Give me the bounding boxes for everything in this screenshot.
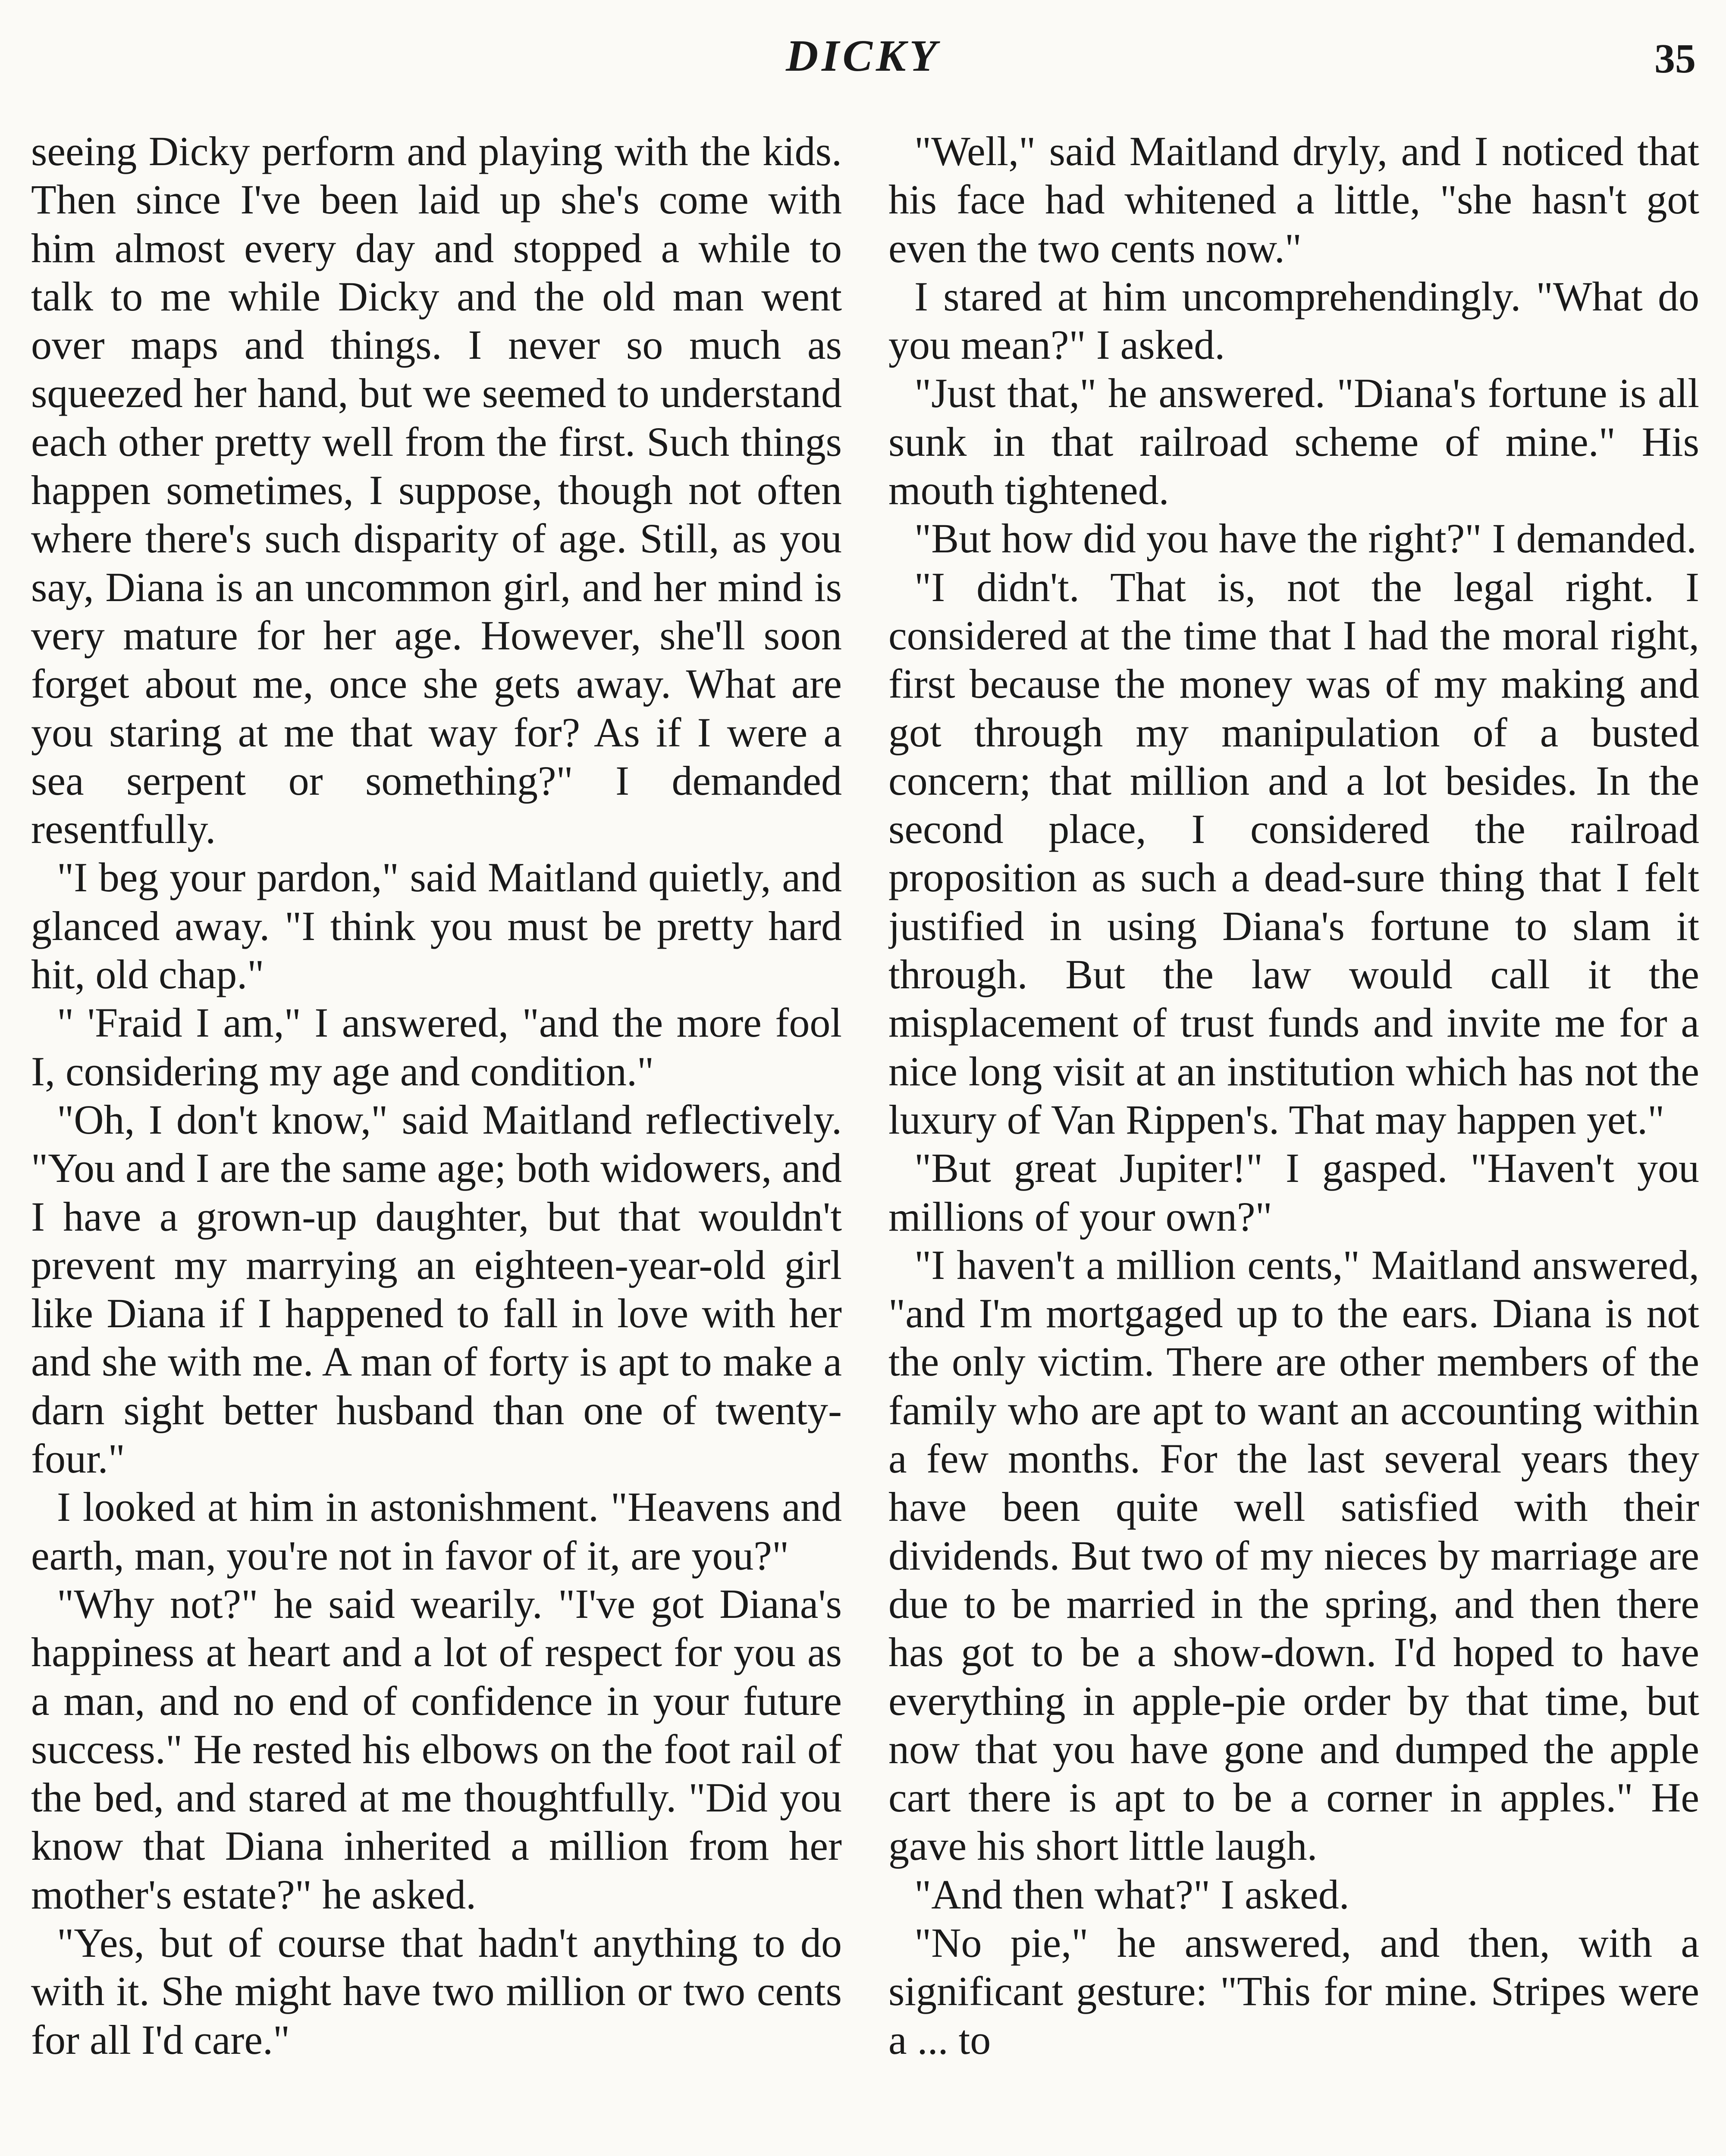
right-text-column [888, 127, 1699, 2156]
page-number: 35 [1654, 35, 1696, 81]
paragraph: "I haven't a million cents," Maitland answered, "and I'm mortgaged up to the ears. Diana is not the only victim. There are other members of the family who are apt to want an accounting within a few months. For the last several years they have been quite well satisfied with their dividends. But two of my nieces by marriage are due to be married in the spring, and then there has got to be a show-down. I'd hoped to have everything in apple-pie order by that time, but now that you have gone and dumped the apple cart there is apt to be a corner in apples." He gave his short little laugh. [888, 1241, 1699, 1869]
running-head [0, 30, 1726, 86]
paragraph: "Why not?" he said wearily. "I've got Diana's happiness at heart and a lot of respect for you as a man, and no end of confidence in your future success." He rested his elbows on the foot rail of the bed, and stared at me thoughtfully. "Did you know that Diana inherited a million from her mother's estate?" he asked. [31, 1580, 842, 1918]
paragraph: "But great Jupiter!" I gasped. "Haven't you millions of your own?" [888, 1145, 1699, 1240]
paragraph: "Just that," he answered. "Diana's fortune is all sunk in that railroad scheme of mine." His mouth tightened. [888, 370, 1699, 514]
paragraph: "Well," said Maitland dryly, and I noticed that his face had whitened a little, "she hasn't got even the two cents now." [888, 128, 1699, 271]
paragraph: "I beg your pardon," said Maitland quietly, and glanced away. "I think you must be pretty hard hit, old chap." [31, 854, 842, 998]
paragraph: "But how did you have the right?" I demanded. [914, 515, 1697, 562]
paragraph: seeing Dicky perform and playing with the kids. Then since I've been laid up she's come with him almost every day and stopped a while to talk to me while Dicky and the old man went over maps and things. I never so much as squeezed her hand, but we seemed to understand each other pretty well from the first. Such things happen sometimes, I suppose, though not often where there's such disparity of age. Still, as you say, Diana is an uncommon girl, and her mind is very mature for her age. However, she'll soon forget about me, once she gets away. What are you staring at me that way for? As if I were a sea serpent or something?" I demanded resentfully. [31, 128, 842, 852]
paragraph: "I didn't. That is, not the legal right. I considered at the time that I had the moral right, first because the money was of my making and got through my manipulation of a busted concern; that million and a lot besides. In the second place, I considered the railroad proposition as such a dead-sure thing that I felt justified in using Diana's fortune to slam it through. But the law would call it the misplacement of trust funds and invite me for a nice long visit at an institution which has not the luxury of Van Rippen's. That may happen yet." [888, 564, 1699, 1143]
paragraph: "Oh, I don't know," said Maitland reflectively. "You and I are the same age; both widowers, and I have a grown-up daughter, but that wouldn't prevent my marrying an eighteen-year-old girl like Diana if I happened to fall in love with her and she with me. A man of forty is apt to make a darn sight better husband than one of twenty-four." [31, 1096, 842, 1482]
paragraph: " 'Fraid I am," I answered, "and the more fool I, considering my age and condition." [31, 1000, 842, 1094]
paragraph: "No pie," he answered, and then, with a significant gesture: "This for mine. Stripes were a ... to [888, 1919, 1699, 2063]
left-text-column [31, 127, 842, 2156]
paragraph: I looked at him in astonishment. "Heavens and earth, man, you're not in favor of it, are you?" [31, 1484, 842, 1579]
paragraph: I stared at him uncomprehendingly. "What do you mean?" I asked. [888, 273, 1699, 368]
paragraph: "Yes, but of course that hadn't anything to do with it. She might have two million or two cents for all I'd care." [31, 1919, 842, 2063]
paragraph: "And then what?" I asked. [914, 1871, 1349, 1918]
running-title: DICKY [786, 31, 940, 81]
